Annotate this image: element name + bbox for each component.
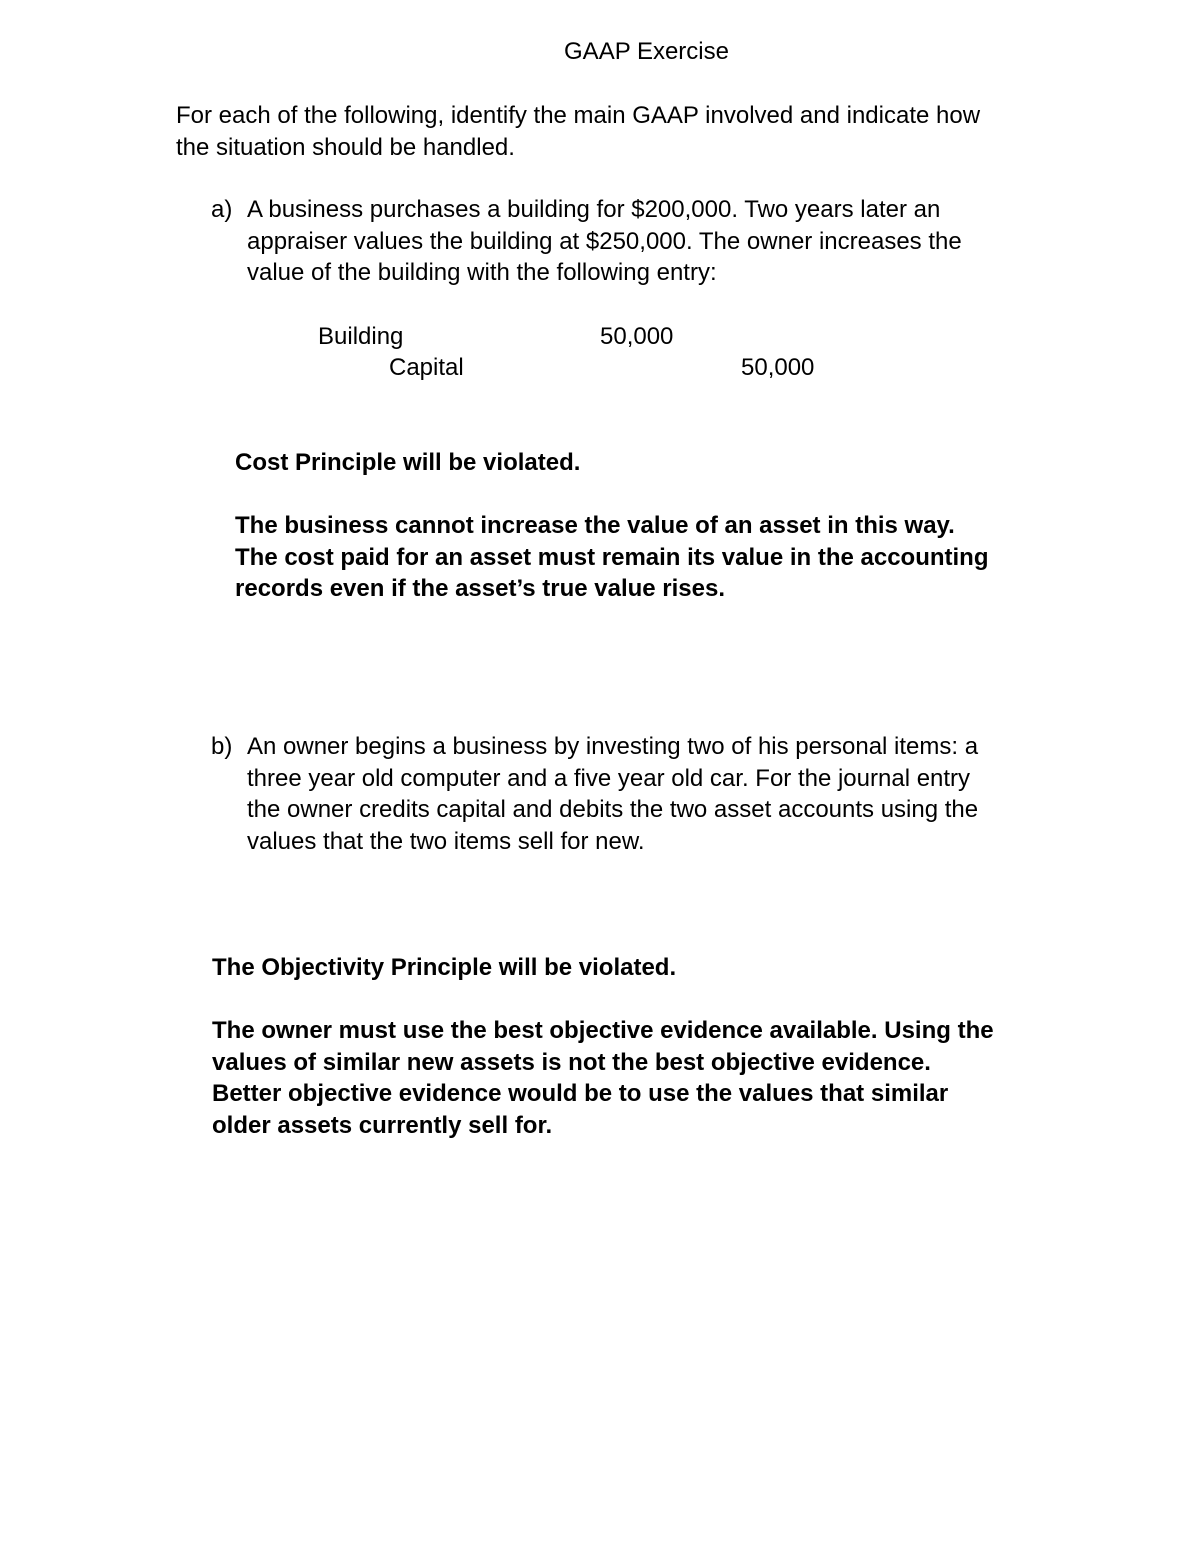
answer-a-principle: Cost Principle will be violated.: [235, 449, 581, 476]
answer-b-line: Better objective evidence would be to use the values that similar: [212, 1080, 949, 1107]
question-b-line: the owner credits capital and debits the two asset accounts using the: [247, 796, 979, 823]
answer-b-line: The owner must use the best objective evidence available. Using the: [212, 1017, 994, 1044]
answer-a-line: The business cannot increase the value of an asset in this way.: [235, 512, 955, 539]
answer-b-explanation: [212, 1015, 994, 1141]
instructions-line: the situation should be handled.: [176, 133, 515, 161]
answer-b-line: older assets currently sell for.: [212, 1111, 553, 1139]
instructions-line: For each of the following, identify the main GAAP involved and indicate how: [176, 102, 981, 129]
page-title: GAAP Exercise: [564, 38, 729, 65]
question-a-line: value of the building with the following entry:: [247, 259, 717, 286]
answer-a-line: The cost paid for an asset must remain its value in the accounting: [235, 543, 989, 571]
question-a-text: [247, 194, 962, 289]
question-b-label: b): [211, 733, 233, 760]
journal-entry-debit-amount: 50,000: [600, 323, 674, 350]
question-b-line: values that the two items sell for new.: [247, 827, 645, 855]
instructions-paragraph: [176, 100, 980, 163]
answer-a-explanation: [235, 510, 989, 605]
question-b-text: [247, 731, 978, 857]
answer-a-line: records even if the asset’s true value rises.: [235, 575, 726, 602]
journal-entry-credit-amount: 50,000: [741, 354, 815, 381]
question-a-line: A business purchases a building for $200,000. Two years later an: [247, 196, 941, 223]
question-b-line: three year old computer and a five year old car. For the journal entry: [247, 764, 971, 792]
answer-b-line: values of similar new assets is not the best objective evidence.: [212, 1048, 931, 1076]
journal-entry-credit-account: Capital: [389, 354, 464, 381]
answer-b-principle: The Objectivity Principle will be violated.: [212, 954, 677, 981]
question-a-line: appraiser values the building at $250,000. The owner increases the: [247, 227, 962, 255]
question-b-line: An owner begins a business by investing two of his personal items: a: [247, 733, 979, 760]
journal-entry-debit-account: Building: [318, 323, 404, 350]
question-a-label: a): [211, 196, 233, 223]
